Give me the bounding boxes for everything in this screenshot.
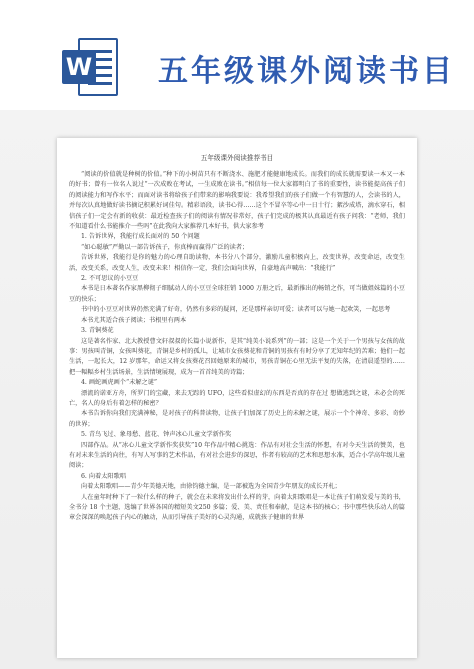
document-paragraph: 漂流的诺亚方舟，所罗门的宝藏，来去无踪的 UFO，这些看似虚幻的东西是否真的存在过 想做逃到之谜，未必会的死亡，名人的身后有着怎样的秘密？ xyxy=(69,389,405,407)
document-paragraph: 1. 告诉世界，我能行成长面对的 50 个问题 xyxy=(81,233,200,241)
document-paragraph: 5. 青鸟飞过、象母愁、蓝花、钟声冰心儿童文学新作奖 xyxy=(81,431,232,439)
document-paragraph: 本书是日本著名作家黑柳彻子细腻动人的小豆豆全球狂销 1000 万册之后，最新推出的畅销之作，可当做姐妹篇的小豆豆的快乐； xyxy=(69,285,405,303)
document-paragraph: 本书告诉你向我们充满神秘，是对孩子的科普读物，让孩子们加深了历史上的未解之谜，展示一个个神奇、多彩、奇妙的世界； xyxy=(69,410,405,428)
document-paragraph: 6. 向着太阳歌唱 xyxy=(81,472,126,480)
header xyxy=(0,0,474,110)
document-paragraph: 本书尤其适合孩子阅读；书根里有两本 xyxy=(81,316,187,324)
document-paragraph: 告诉世界，我能行是你的魅力的心理自助读物，本书分八个部分，激励儿童积极向上，改变世界，改变命运，改变生活，改变关系，改变人生，改变未来！相信你一定，我们会面向世界，自豪地高声喊出：“我能行” xyxy=(69,254,405,272)
document-paragraph: 四部作品。从“冰心儿童文学新作奖获奖”10 年作品中精心挑选：作品有对社会生活的怀想，有对今天生活的赞美，也有对未来生活的向往，有写人写事的艺术作品，有对社会进步的深思，作者有较高的艺术和思想水准，适合小学高年级儿童阅读； xyxy=(69,441,405,470)
document-paragraph: 向着太阳歌唱——青少年美德天地，由徐钧德主编，是一部被选为全国青少年朋友的成长开札； xyxy=(81,483,341,491)
document-title: 五年级课外阅读推荐书目 xyxy=(200,154,274,162)
word-icon xyxy=(62,36,120,100)
document-paragraph: 3. 青铜葵花 xyxy=(81,327,114,335)
document-paragraph: 人在童年时种下了一粒什么样的种子，就会在未来将发出什么样的芽，向着太阳歌唱是一本让孩子们萌发爱与美的书，全书分 18 个主题，选编了世界各国的精短美文250 多篇；爱、美、责任和奉献，是这本书的核心；书中那些快乐动人的篇章会深深的唤起孩子内心的触动，从而引导孩子美好的心灵沟通，成就孩子健康的世界 xyxy=(69,493,405,522)
document-paragraph: 2. 不可思议的小豆豆 xyxy=(81,275,139,283)
word-logo-badge: W xyxy=(62,50,96,84)
document-body xyxy=(69,170,405,524)
document-paragraph: “阅读的价值就是种树的价值。”种下的小树苗只有不断浇水、施肥才能健康地成长。而我们的成长就需要读一本又一本的好书；曾有一位名人说过“一次成败在考试，一生成败在读书。”相信每一位大家都明白了书的重要性，读书能提高孩子们的阅读能力和写作水平；而面对读书将给孩子们带来的影响我要说：我希望我们的孩子们做一个有智慧的人，会读书的人，并每次认真地做好读书摘记积累好词佳句。精彩语段，读书心得……这个不冒卒等心中一日十行；絮沙成塔，滴水穿石，相信孩子们一定会有新的收获：最近检查孩子们的阅读有情况非常好，孩子们完成的极其认真最近有孩子问我：“老师，我们不知道看什么书能推介一些吗”在此我向大家推荐几本好书，供大家参考 xyxy=(69,171,405,231)
document-paragraph: 这是著名作家、北大教授曹文轩叔叔的长篇小说新作，是其“纯美小说系列”的一部；这是一个关于一个男孩与女孩的故事：男孩叫青铜，女孩叫葵花，青铜是乡村的孤儿，让城市女孩葵花和青铜的男孩有有时分享了无知年纪的苦难；他们一起生活，一起长大，12 岁那年，命运又将女孩葵花召回她原来的城市，男孩青铜在心里无法平复的失落，在清晨遥望的……把一幅幅乡村生活场景，生活情境展现，成为一首首纯美的诗篇； xyxy=(69,337,405,376)
document-paragraph: 4. 画蛇画虎画个“未解之谜” xyxy=(81,379,158,387)
document-paragraph: 书中的小豆豆对世界仍然充满了好奇，仍然有多彩的疑问，还是那样亲切可爱；读者可以与她一起欢笑，一起思考 xyxy=(81,306,391,314)
document-page[interactable] xyxy=(57,138,417,658)
page-title: 五年级课外阅读书目 xyxy=(158,54,455,89)
document-paragraph: “如心聪敏”严勤以一部告诉孩子，你真棒而赢得广泛的读者； xyxy=(81,243,249,251)
